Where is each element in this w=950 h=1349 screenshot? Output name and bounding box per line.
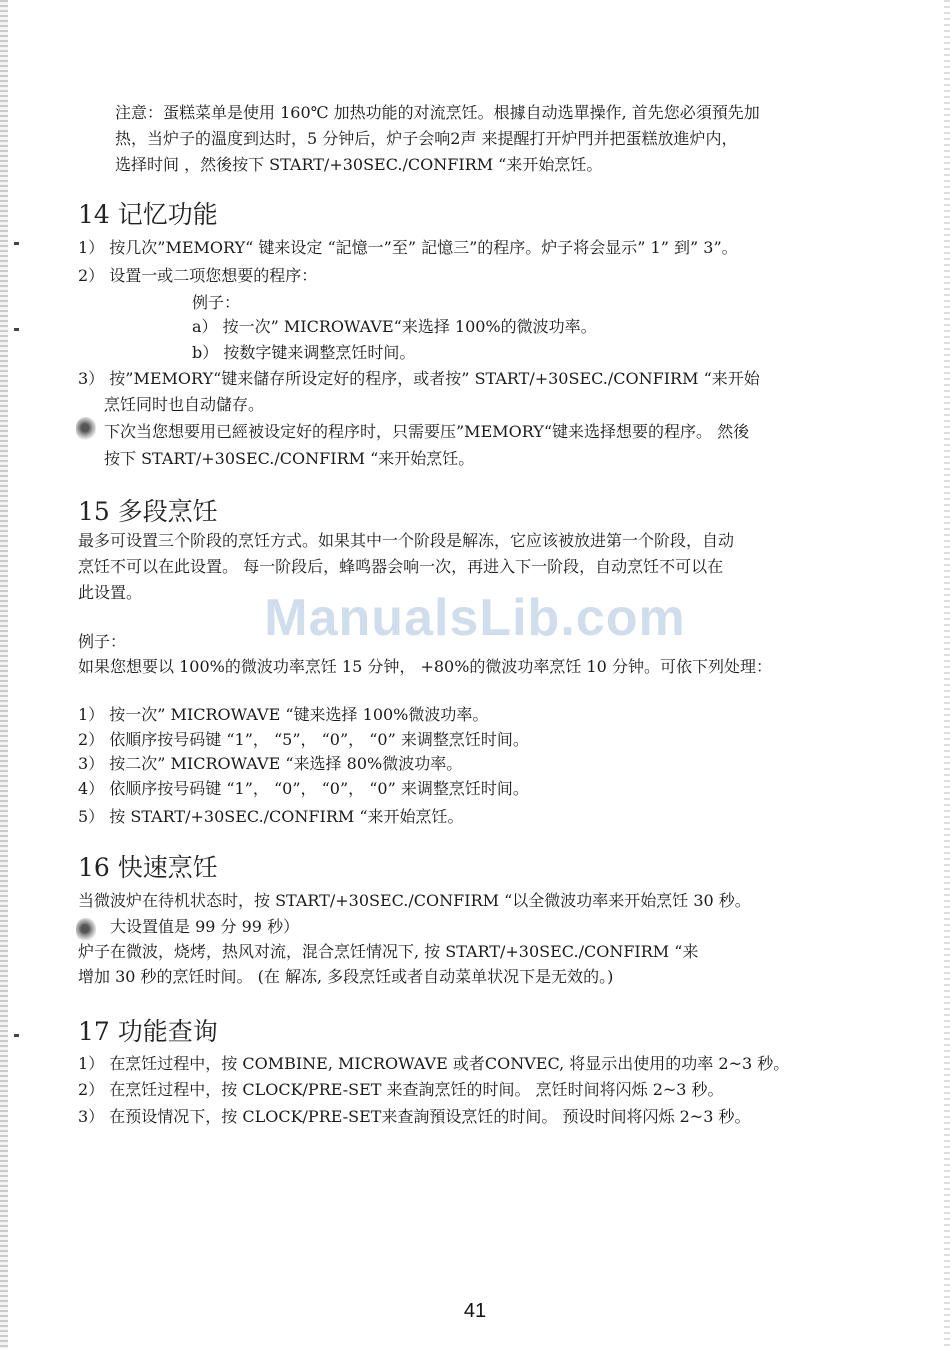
s14-example-b: b） 按数字键来调整烹饪时间。 bbox=[192, 343, 416, 362]
s14-example-a: a） 按一次” MICROWAVE“来选择 100%的微波功率。 bbox=[192, 317, 597, 336]
s16-line-4: 增加 30 秒的烹饪时间。 (在 解冻, 多段烹饪或者自动菜单状况下是无效的。) bbox=[78, 967, 614, 986]
scan-edge-left bbox=[0, 0, 8, 1349]
s14-item-1: 1） 按几次”MEMORY“ 键来设定 “記憶一”至” 記憶三”的程序。炉子将会显示” 1” 到” 3”。 bbox=[78, 238, 738, 257]
note-line-3: 选择时间 ，然後按下 START/+30SEC./CONFIRM “来开始烹饪。 bbox=[115, 155, 603, 174]
s15-step-2: 2） 依順序按号码键 “1”， “5”， “0”， “0” 来调整烹饪时间。 bbox=[78, 730, 529, 749]
scan-edge-right bbox=[944, 0, 950, 1349]
s15-para-line-1: 最多可设置三个阶段的烹饪方式。如果其中一个阶段是解冻，它应该被放进第一个阶段，自动 bbox=[78, 531, 735, 550]
s14-note-line-2: 按下 START/+30SEC./CONFIRM “来开始烹饪。 bbox=[104, 449, 475, 468]
s15-step-4: 4） 依顺序按号码键 “1”， “0”， “0”， “0” 来调整烹饪时间。 bbox=[78, 779, 529, 798]
s17-item-2: 2） 在烹饪过程中，按 CLOCK/PRE-SET 来查詢烹饪的时间。 烹饪时间将闪烁 2~3 秒。 bbox=[78, 1080, 724, 1099]
s16-line-3: 炉子在微波，烧烤，热风对流，混合烹饪情况下, 按 START/+30SEC./CONFIRM “来 bbox=[78, 942, 699, 961]
s16-line-1: 当微波炉在待机状态时，按 START/+30SEC./CONFIRM “以全微波功率来开始烹饪 30 秒。 bbox=[78, 891, 751, 910]
ink-blot bbox=[76, 918, 96, 942]
s15-example-label: 例子： bbox=[78, 632, 127, 651]
s15-step-3: 3） 按二次” MICROWAVE “来选择 80%微波功率。 bbox=[78, 754, 463, 773]
s16-line-2: 大设置值是 99 分 99 秒） bbox=[110, 917, 300, 936]
s15-example-text: 如果您想要以 100%的微波功率烹饪 15 分钟， +80%的微波功率烹饪 10 分钟。可依下列处理： bbox=[78, 657, 772, 676]
s14-item-3: 3） 按”MEMORY“键来儲存所设定好的程序，或者按” START/+30SEC./CONFIRM “来开始 bbox=[78, 369, 760, 388]
scan-speck bbox=[14, 242, 19, 245]
note-line-2: 热，当炉子的溫度到达时，5 分钟后，炉子会响2声 来提醒打开炉門并把蛋糕放進炉内， bbox=[115, 129, 738, 148]
page-number: 41 bbox=[463, 1300, 487, 1322]
s14-item-2: 2） 设置一或二项您想要的程序： bbox=[78, 266, 318, 285]
section-17-title: 17 功能查询 bbox=[78, 1017, 218, 1046]
section-14-title: 14 记忆功能 bbox=[78, 200, 218, 229]
section-15-title: 15 多段烹饪 bbox=[78, 497, 218, 526]
s15-step-5: 5） 按 START/+30SEC./CONFIRM “来开始烹饪。 bbox=[78, 807, 464, 826]
ink-blot bbox=[76, 417, 96, 441]
s17-item-1: 1） 在烹饪过程中，按 COMBINE, MICROWAVE 或者CONVEC, 将显示出使用的功率 2~3 秒。 bbox=[78, 1054, 790, 1073]
watermark: ManualsLib.com bbox=[264, 589, 686, 647]
scan-speck bbox=[14, 328, 19, 331]
s15-step-1: 1） 按一次” MICROWAVE “键来选择 100%微波功率。 bbox=[78, 705, 489, 724]
scan-speck bbox=[14, 1034, 19, 1037]
s17-item-3: 3） 在预设情况下，按 CLOCK/PRE-SET来查詢預设烹饪的时间。 预设时间将闪烁 2~3 秒。 bbox=[78, 1107, 751, 1126]
note-line-1: 注意：蛋糕菜单是使用 160℃ 加热功能的对流烹饪。根據自动选單操作, 首先您必須預先加 bbox=[115, 103, 760, 122]
s15-para-line-2: 烹饪不可以在此设置。 每一阶段后，蜂鸣器会响一次，再进入下一阶段，自动烹饪不可以在 bbox=[78, 557, 724, 576]
s15-para-line-3: 此设置。 bbox=[78, 583, 143, 602]
section-16-title: 16 快速烹饪 bbox=[78, 853, 218, 882]
s14-note-line-1: 下次当您想要用已經被设定好的程序时，只需要压”MEMORY“键来选择想要的程序。 然後 bbox=[104, 422, 750, 441]
s14-item-3-cont: 烹饪同时也自动儲存。 bbox=[104, 395, 265, 414]
s14-example-label: 例子： bbox=[192, 293, 241, 312]
